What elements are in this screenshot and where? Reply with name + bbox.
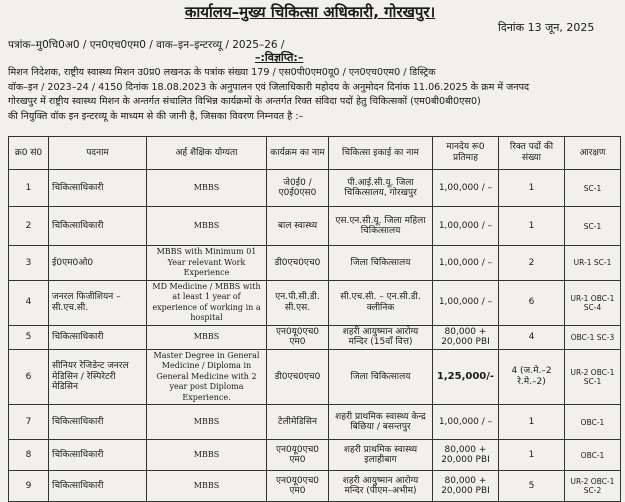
- honorarium-cell: 80,000 + 20,000 PBI: [433, 325, 499, 349]
- serial-cell: 9: [9, 471, 49, 502]
- post-cell: चिकित्साधिकारी: [49, 325, 147, 349]
- qualification-cell: MBBS: [147, 471, 267, 502]
- unit-cell: शहरी प्राथमिक स्वास्थ्य केन्द्र बिछिया / बसन्तपुर: [329, 405, 433, 440]
- vacancy-cell: 1: [499, 170, 565, 207]
- program-cell: एन0यू0एच0 एम0: [267, 471, 329, 502]
- reservation-cell: OBC-1: [565, 405, 621, 440]
- header-qualification: अर्ह शैक्षिक योग्यता: [147, 137, 267, 170]
- reservation-cell: UR-2 OBC-1 SC-1: [565, 349, 621, 405]
- vacancy-cell: 4 (ज.मे.–2 रे.मे.–2): [499, 349, 565, 405]
- serial-cell: 4: [9, 280, 49, 325]
- table-row: [9, 349, 621, 405]
- post-cell: चिकित्साधिकारी: [49, 207, 147, 246]
- post-cell: ई0एम0ओ0: [49, 246, 147, 281]
- vacancy-cell: 1: [499, 440, 565, 471]
- post-cell: सीनियर रेजिडेन्ट जनरल मेडिसिन / रेस्पिरेटरी मेडिसिन: [49, 349, 147, 405]
- body-line: वॉक–इन / 2023–24 / 4150 दिनांक 18.08.2023 के अनुपालन एवं जिलाधिकारी महोदय के अनुमोदन दिनांक 11.06.2025 के क्रम में जनपद: [8, 81, 530, 93]
- notice-date: दिनांक 13 जून, 2025: [498, 21, 595, 34]
- honorarium-cell: 80,000 + 20,000 PBI: [433, 440, 499, 471]
- reservation-cell: UR-1 SC-1: [565, 246, 621, 281]
- qualification-cell: MBBS with Minimum 01 Year relevant Work Experience: [147, 246, 267, 281]
- program-cell: एन0यू0एच0 एम0: [267, 440, 329, 471]
- honorarium-cell: 1,00,000 / –: [433, 246, 499, 281]
- vacancy-table: [8, 136, 621, 502]
- serial-cell: 7: [9, 405, 49, 440]
- qualification-cell: MBBS: [147, 207, 267, 246]
- unit-cell: जिला चिकित्सालय: [329, 246, 433, 281]
- post-cell: चिकित्साधिकारी: [49, 440, 147, 471]
- table-row: [9, 170, 621, 207]
- program-cell: एन0यू0एच0 एम0: [267, 325, 329, 349]
- program-cell: जे0ई0 / ए0ई0एस0: [267, 170, 329, 207]
- honorarium-cell: 1,00,000 / –: [433, 280, 499, 325]
- table-row: [9, 405, 621, 440]
- program-cell: बाल स्वास्थ्य: [267, 207, 329, 246]
- vacancy-cell: 4: [499, 325, 565, 349]
- unit-cell: शहरी आयुष्मान आरोग्य मन्दिर (पीएम–अभीम): [329, 471, 433, 502]
- post-cell: चिकित्साधिकारी: [49, 170, 147, 207]
- honorarium-cell: 1,00,000 / –: [433, 207, 499, 246]
- honorarium-cell: 1,25,000/-: [433, 349, 499, 405]
- post-cell: चिकित्साधिकारी: [49, 405, 147, 440]
- reference-number: पत्रांक–मु0चि0अ0 / एन0एच0एम0 / वाक–इन–इन्टरव्यू / 2025–26 /: [8, 39, 285, 51]
- header-program: कार्यक्रम का नाम: [267, 137, 329, 170]
- serial-cell: 5: [9, 325, 49, 349]
- unit-cell: एस.एन.सी.यू. जिला महिला चिकित्सालय: [329, 207, 433, 246]
- table-row: [9, 471, 621, 502]
- program-cell: टेलीमेडिसिन: [267, 405, 329, 440]
- honorarium-cell: 1,00,000 / –: [433, 405, 499, 440]
- qualification-cell: MBBS: [147, 405, 267, 440]
- vacancy-cell: 1: [499, 207, 565, 246]
- vacancy-cell: 2: [499, 246, 565, 281]
- qualification-cell: MBBS: [147, 325, 267, 349]
- qualification-cell: MBBS: [147, 440, 267, 471]
- qualification-cell: Master Degree in General Medicine / Diploma in General Medicine with 2 year post Diploma Experience.: [147, 349, 267, 405]
- serial-cell: 2: [9, 207, 49, 246]
- table-row: [9, 440, 621, 471]
- table-row: [9, 246, 621, 281]
- unit-cell: शहरी प्राथमिक स्वास्थ्य इलाहीबाग: [329, 440, 433, 471]
- notice-body: [8, 66, 618, 124]
- honorarium-cell: 1,00,000 / –: [433, 170, 499, 207]
- table-header-row: [9, 137, 621, 170]
- post-cell: चिकित्साधिकारी: [49, 471, 147, 502]
- serial-cell: 8: [9, 440, 49, 471]
- unit-cell: पी.आई.सी.यू. जिला चिकित्सालय, गोरखपुर: [329, 170, 433, 207]
- qualification-cell: MD Medicine / MBBS with at least 1 year of experience of working in a hospital: [147, 280, 267, 325]
- program-cell: एन.पी.सी.डी. सी.एस.: [267, 280, 329, 325]
- serial-cell: 1: [9, 170, 49, 207]
- unit-cell: शहरी आयुष्मान आरोग्य मन्दिर (15वाँ वित्त): [329, 325, 433, 349]
- serial-cell: 6: [9, 349, 49, 405]
- post-cell: जनरल फिजीशियन – सी.एच.सी.: [49, 280, 147, 325]
- reservation-cell: SC-1: [565, 170, 621, 207]
- serial-cell: 3: [9, 246, 49, 281]
- table-row: [9, 280, 621, 325]
- vacancy-cell: 6: [499, 280, 565, 325]
- qualification-cell: MBBS: [147, 170, 267, 207]
- header-serial: क्र0 सं0: [9, 137, 49, 170]
- body-line: मिशन निदेशक, राष्ट्रीय स्वास्थ्य मिशन उ0प्र0 लखनऊ के पत्रांक संख्या 179 / एस0पी0एम0यू0 / एन0एच0एम0 / डिस्ट्रिक: [8, 67, 436, 78]
- table-row: [9, 325, 621, 349]
- body-line: गोरखपुर में राष्ट्रीय स्वास्थ्य मिशन के अन्तर्गत संचालित विभिन्न कार्यक्रमों के अन्तर्गत रिक्त संविदा पदों हेतु चिकित्सकों (एम0बी0बी0एस0): [8, 96, 481, 107]
- reservation-cell: SC-1: [565, 207, 621, 246]
- header-reservation: आरक्षण: [565, 137, 621, 170]
- reservation-cell: OBC-1: [565, 440, 621, 471]
- header-honorarium: मानदेय रू0 प्रतिमाह: [433, 137, 499, 170]
- program-cell: डी0एच0एच0: [267, 246, 329, 281]
- reservation-cell: UR-2 OBC-1 SC-2: [565, 471, 621, 502]
- honorarium-cell: 80,000 + 20,000 PBI: [433, 471, 499, 502]
- header-vacancy: रिक्त पदों की संख्या: [499, 137, 565, 170]
- office-title: कार्यालय–मुख्य चिकित्सा अधिकारी, गोरखपुर।: [184, 3, 436, 21]
- header-unit: चिकित्सा इकाई का नाम: [329, 137, 433, 170]
- unit-cell: सी.एच.सी. – एन.सी.डी. क्लीनिक: [329, 280, 433, 325]
- reservation-cell: OBC-1 SC-3: [565, 325, 621, 349]
- vacancy-cell: 1: [499, 405, 565, 440]
- body-line: की नियुक्ति वॉक इन इन्टरव्यू के माध्यम से की जानी है, जिसका विवरण निम्नवत है :–: [8, 110, 304, 122]
- program-cell: डी0एच0एच0: [267, 349, 329, 405]
- notice-heading: –:विज्ञप्ति:–: [255, 51, 304, 64]
- vacancy-cell: 5: [499, 471, 565, 502]
- unit-cell: जिला चिकित्सालय: [329, 349, 433, 405]
- table-row: [9, 207, 621, 246]
- reservation-cell: UR-1 OBC-1 SC-4: [565, 280, 621, 325]
- header-post: पदनाम: [49, 137, 147, 170]
